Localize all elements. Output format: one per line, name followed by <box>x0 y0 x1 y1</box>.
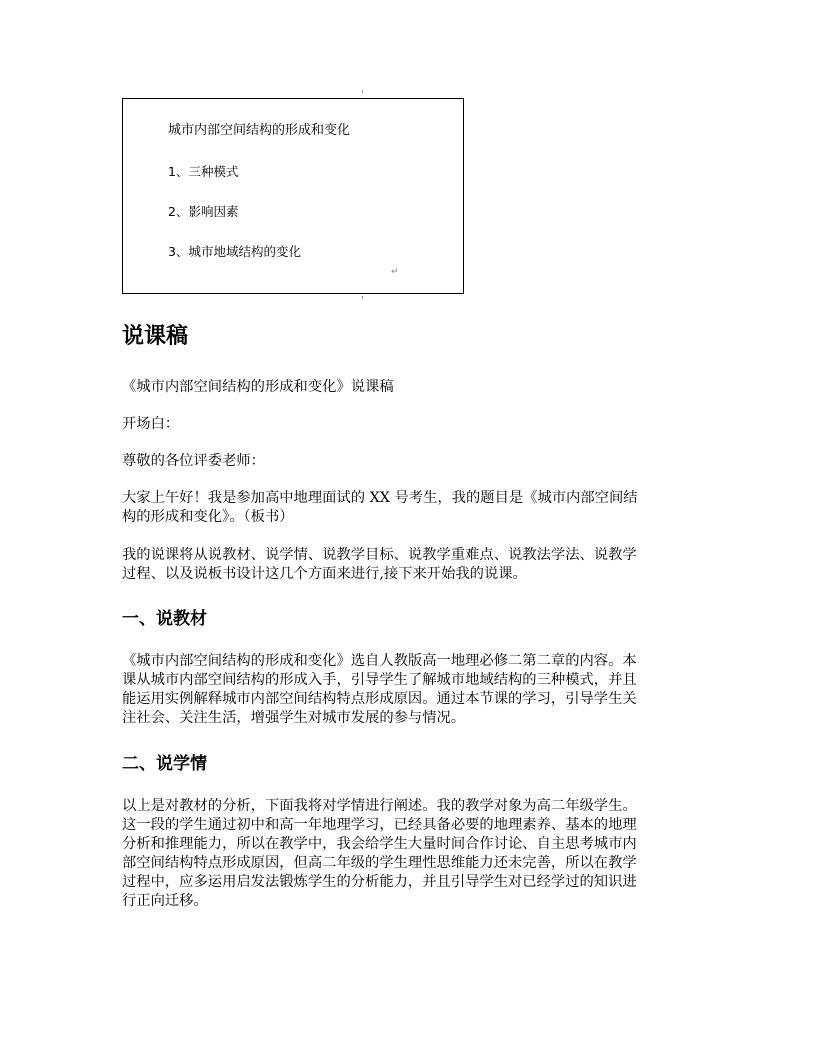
paragraph-line: 以上是对教材的分析，下面我将对学情进行阐述。我的教学对象为高二年级学生。 <box>122 798 637 814</box>
paragraph-line: 过程、以及说板书设计这几个方面来进行,接下来开始我的说课。 <box>122 566 527 582</box>
board-item-1: 1、三种模式 <box>168 164 239 179</box>
paragraph-line: 构的形成和变化》。（板书） <box>122 509 294 525</box>
return-mark-icon: ↵ <box>391 267 399 277</box>
box-marker-top <box>362 90 363 93</box>
subtitle-line: 《城市内部空间结构的形成和变化》说课稿 <box>122 379 394 395</box>
greeting-line: 尊敬的各位评委老师： <box>122 453 265 469</box>
section-heading-textbook: 一、说教材 <box>122 609 207 629</box>
document-title: 说课稿 <box>122 324 189 349</box>
opening-line: 开场白： <box>122 416 180 432</box>
paragraph-line: 部空间结构特点形成原因，但高二年级的学生理性思维能力还未完善，所以在教学 <box>122 855 637 871</box>
intro-paragraph <box>122 489 702 527</box>
opening-label <box>122 415 702 434</box>
paragraph-line: 过程中，应多运用启发法锻炼学生的分析能力，并且引导学生对已经学过的知识进 <box>122 874 637 890</box>
board-title: 城市内部空间结构的形成和变化 <box>168 123 351 138</box>
paragraph-line: 大家上午好！我是参加高中地理面试的 XX 号考生，我的题目是《城市内部空间结 <box>122 490 638 506</box>
section-heading-students: 二、说学情 <box>122 754 207 774</box>
paragraph-line: 能运用实例解释城市内部空间结构特点形成原因。通过本节课的学习，引导学生关 <box>122 691 637 707</box>
paragraph-line: 《城市内部空间结构的形成和变化》选自人教版高一地理必修二第二章的内容。本 <box>122 653 637 669</box>
paragraph-line: 分析和推理能力，所以在教学中，我会给学生大量时间合作讨论、自主思考城市内 <box>122 836 637 852</box>
paragraph-line: 这一段的学生通过初中和高一年地理学习，已经具备必要的地理素养、基本的地理 <box>122 817 637 833</box>
paragraph-line: 我的说课将从说教材、说学情、说教学目标、说教学重难点、说教法学法、说教学 <box>122 547 637 563</box>
box-marker-bottom <box>362 296 363 299</box>
board-item-2: 2、影响因素 <box>168 204 239 219</box>
paragraph-line: 行正向迁移。 <box>122 893 208 909</box>
document-subtitle <box>122 378 702 397</box>
section-paragraph-textbook <box>122 652 702 728</box>
board-item-3: 3、城市地域结构的变化 <box>168 244 301 259</box>
paragraph-line: 注社会、关注生活，增强学生对城市发展的参与情况。 <box>122 710 466 726</box>
greeting <box>122 452 702 471</box>
section-paragraph-students <box>122 797 702 911</box>
paragraph-line: 课从城市内部空间结构的形成入手，引导学生了解城市地域结构的三种模式，并且 <box>122 672 637 688</box>
outline-paragraph <box>122 546 702 584</box>
blackboard-design-box <box>122 98 464 294</box>
